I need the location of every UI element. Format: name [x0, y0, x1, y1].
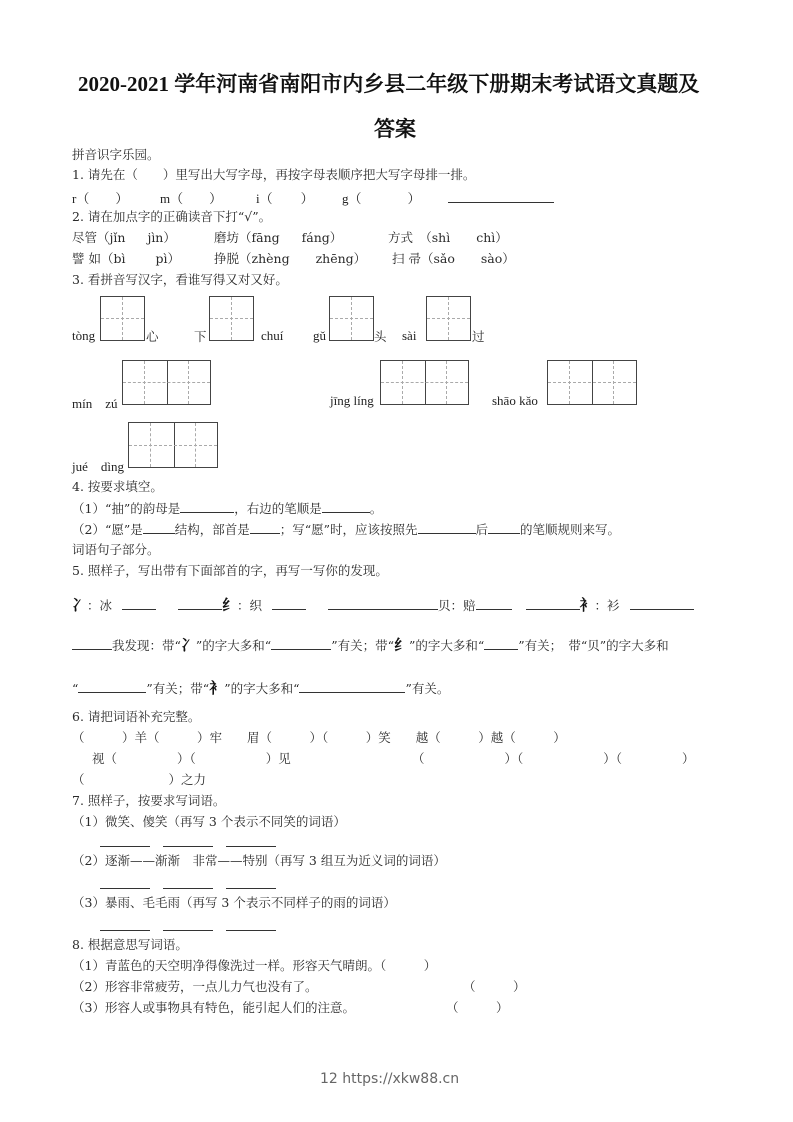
q3-writing-grid-minzu[interactable] — [122, 360, 211, 405]
q4-sub2: （2）“愿”是 结构，部首是 ；写“愿”时，应该按照先 后 的笔顺规则来写。 — [72, 522, 621, 537]
q3-pinyin-jingling: jīng líng — [330, 393, 374, 408]
page-footer-link[interactable]: 12 https://xkw88.cn — [320, 1071, 460, 1087]
q3-writing-grid-shaokao[interactable] — [547, 360, 637, 405]
q8-prompt: 8. 根据意思写词语。 — [72, 937, 188, 952]
q7-sub1-blank-3[interactable] — [226, 836, 276, 847]
q8-sub3: （3）形容人或事物具有特色，能引起人们的注意。 — [72, 1000, 355, 1015]
q3-prompt: 3. 看拼音写汉字，看谁写得又对又好。 — [72, 272, 288, 287]
document-title-line1: 2020-2021 学年河南省南阳市内乡县二年级下册期末考试语文真题及 — [78, 72, 700, 96]
radical-si-icon: 纟 — [393, 636, 409, 654]
q3-pinyin-tong: tòng — [72, 328, 96, 343]
q7-sub3: （3）暴雨、毛毛雨（再写 3 个表示不同样子的雨的词语） — [72, 895, 396, 910]
q7-sub2-blank-2[interactable] — [163, 878, 213, 889]
q2-item-mofang: 磨坊（fāng fáng） — [214, 230, 343, 245]
q8-sub2: （2）形容非常疲劳，一点儿力气也没有了。 — [72, 979, 318, 994]
q3-pinyin-jueding: jué dìng — [72, 459, 124, 474]
radical-bing-icon: 冫 — [72, 596, 88, 614]
q1-order-blank[interactable] — [448, 190, 554, 203]
q7-sub3-blank-3[interactable] — [226, 920, 276, 931]
q7-sub1-blank-1[interactable] — [100, 836, 150, 847]
q6-row2-b: （ ）（ ）（ ） — [412, 751, 695, 766]
q3-pinyin-gu: gǔ — [313, 328, 326, 343]
q6-row2-a: 视（ ）（ ）见 — [92, 751, 291, 766]
q3-pinyin-sai: sài — [402, 328, 417, 343]
q5-blank-1[interactable] — [122, 597, 156, 610]
radical-si-icon: 纟 — [222, 596, 238, 614]
q3-writing-grid-chui[interactable] — [209, 296, 254, 341]
q1-letter-g: g（ ） — [342, 191, 421, 206]
q5-blank-6[interactable] — [526, 597, 580, 610]
q5-blank-8[interactable] — [72, 637, 112, 650]
q3-writing-grid-sai[interactable] — [426, 296, 471, 341]
q4-blank-bushou[interactable] — [250, 521, 280, 534]
q5-blank-bing-meaning[interactable] — [271, 637, 331, 650]
q5-blank-3[interactable] — [272, 597, 306, 610]
q8-sub3-answer[interactable]: （ ） — [446, 1000, 509, 1015]
q5-blank-bei-meaning[interactable] — [78, 680, 146, 693]
q7-sub1: （1）微笑、傻笑（再写 3 个表示不同笑的词语） — [72, 814, 346, 829]
section-heading-pinyin: 拼音识字乐园。 — [72, 147, 160, 162]
q2-item-zhengtuo: 挣脱（zhèng zhēng） — [214, 251, 367, 266]
q4-blank-xian[interactable] — [418, 521, 476, 534]
q5-blank-si-meaning[interactable] — [484, 637, 518, 650]
q3-writing-grid-jueding[interactable] — [128, 422, 218, 468]
q3-writing-grid-tong[interactable] — [100, 296, 145, 341]
q6-row3: （ ）之力 — [72, 772, 207, 787]
section-heading-words: 词语句子部分。 — [72, 542, 160, 557]
q1-letter-i: i（ ） — [256, 191, 314, 206]
q3-pinyin-minzu: mín zú — [72, 396, 118, 411]
q1-letter-r: r（ ） — [72, 191, 129, 206]
q3-char-xia: 下 — [194, 329, 207, 344]
q5-blank-7[interactable] — [630, 597, 694, 610]
q4-sub1: （1）“抽”的韵母是 ，右边的笔顺是 。 — [72, 501, 383, 516]
q3-pinyin-shaokao: shāo kǎo — [492, 393, 538, 408]
q3-writing-grid-gu[interactable] — [329, 296, 374, 341]
q5-blank-5[interactable] — [476, 597, 512, 610]
q8-sub2-answer[interactable]: （ ） — [463, 979, 526, 994]
q4-blank-yunmu[interactable] — [180, 500, 234, 513]
q5-discovery-line2: “ ”有关；带“衤”的字大多和“ ”有关。 — [72, 679, 450, 697]
radical-bing-icon: 冫 — [180, 636, 196, 654]
q5-prompt: 5. 照样子，写出带有下面部首的字，再写一写你的发现。 — [72, 563, 388, 578]
q2-item-fangshi: 方式 （shì chì） — [388, 230, 508, 245]
q7-sub3-blank-1[interactable] — [100, 920, 150, 931]
q3-pinyin-chui: chuí — [261, 328, 284, 343]
q3-char-tou: 头 — [374, 329, 387, 344]
q5-blank-2[interactable] — [178, 597, 222, 610]
q7-sub3-blank-2[interactable] — [163, 920, 213, 931]
q6-prompt: 6. 请把词语补充完整。 — [72, 709, 201, 724]
q7-sub2-blank-1[interactable] — [100, 878, 150, 889]
q3-char-guo: 过 — [472, 329, 485, 344]
q3-char-xin: 心 — [146, 329, 159, 344]
q3-writing-grid-jingling[interactable] — [380, 360, 469, 405]
q1-prompt: 1. 请先在（ ）里写出大写字母，再按字母表顺序把大写字母排一排。 — [72, 167, 476, 182]
q4-blank-bishun[interactable] — [322, 500, 370, 513]
q7-sub2: （2）逐渐——渐渐 非常——特别（再写 3 组互为近义词的词语） — [72, 853, 446, 868]
q5-blank-4[interactable] — [328, 597, 438, 610]
q7-sub2-blank-3[interactable] — [226, 878, 276, 889]
q7-prompt: 7. 照样子，按要求写词语。 — [72, 793, 226, 808]
q5-blank-yi-meaning[interactable] — [299, 680, 405, 693]
q1-letter-m: m（ ） — [160, 191, 223, 206]
document-title-line2: 答案 — [374, 117, 416, 141]
q4-blank-hou[interactable] — [488, 521, 520, 534]
q5-example-row: 冫：冰 纟：织 贝：赔 衤：衫 — [72, 597, 694, 614]
q2-item-saozhou: 扫 帚（sǎo sào） — [392, 251, 515, 266]
q4-blank-jiegou[interactable] — [143, 521, 175, 534]
q2-item-piru: 譬 如（bì pì） — [72, 251, 180, 266]
q5-discovery-line1: 我发现：带“冫”的字大多和“ ”有关；带“纟”的字大多和“ ”有关； 带“贝”的字大多和 — [72, 637, 669, 654]
radical-yi-icon: 衤 — [579, 596, 595, 614]
q2-prompt: 2. 请在加点字的正确读音下打“√”。 — [72, 209, 272, 224]
radical-yi-icon: 衤 — [209, 679, 225, 697]
q2-item-jinguan: 尽管（jǐn jìn） — [72, 230, 176, 245]
q7-sub1-blank-2[interactable] — [163, 836, 213, 847]
q6-row1[interactable]: （ ）羊（ ）牢 眉（ ）（ ）笑 越（ ）越（ ） — [72, 730, 566, 745]
q4-prompt: 4. 按要求填空。 — [72, 479, 163, 494]
q8-sub1[interactable]: （1）青蓝色的天空明净得像洗过一样。形容天气晴朗。（ ） — [72, 958, 437, 973]
